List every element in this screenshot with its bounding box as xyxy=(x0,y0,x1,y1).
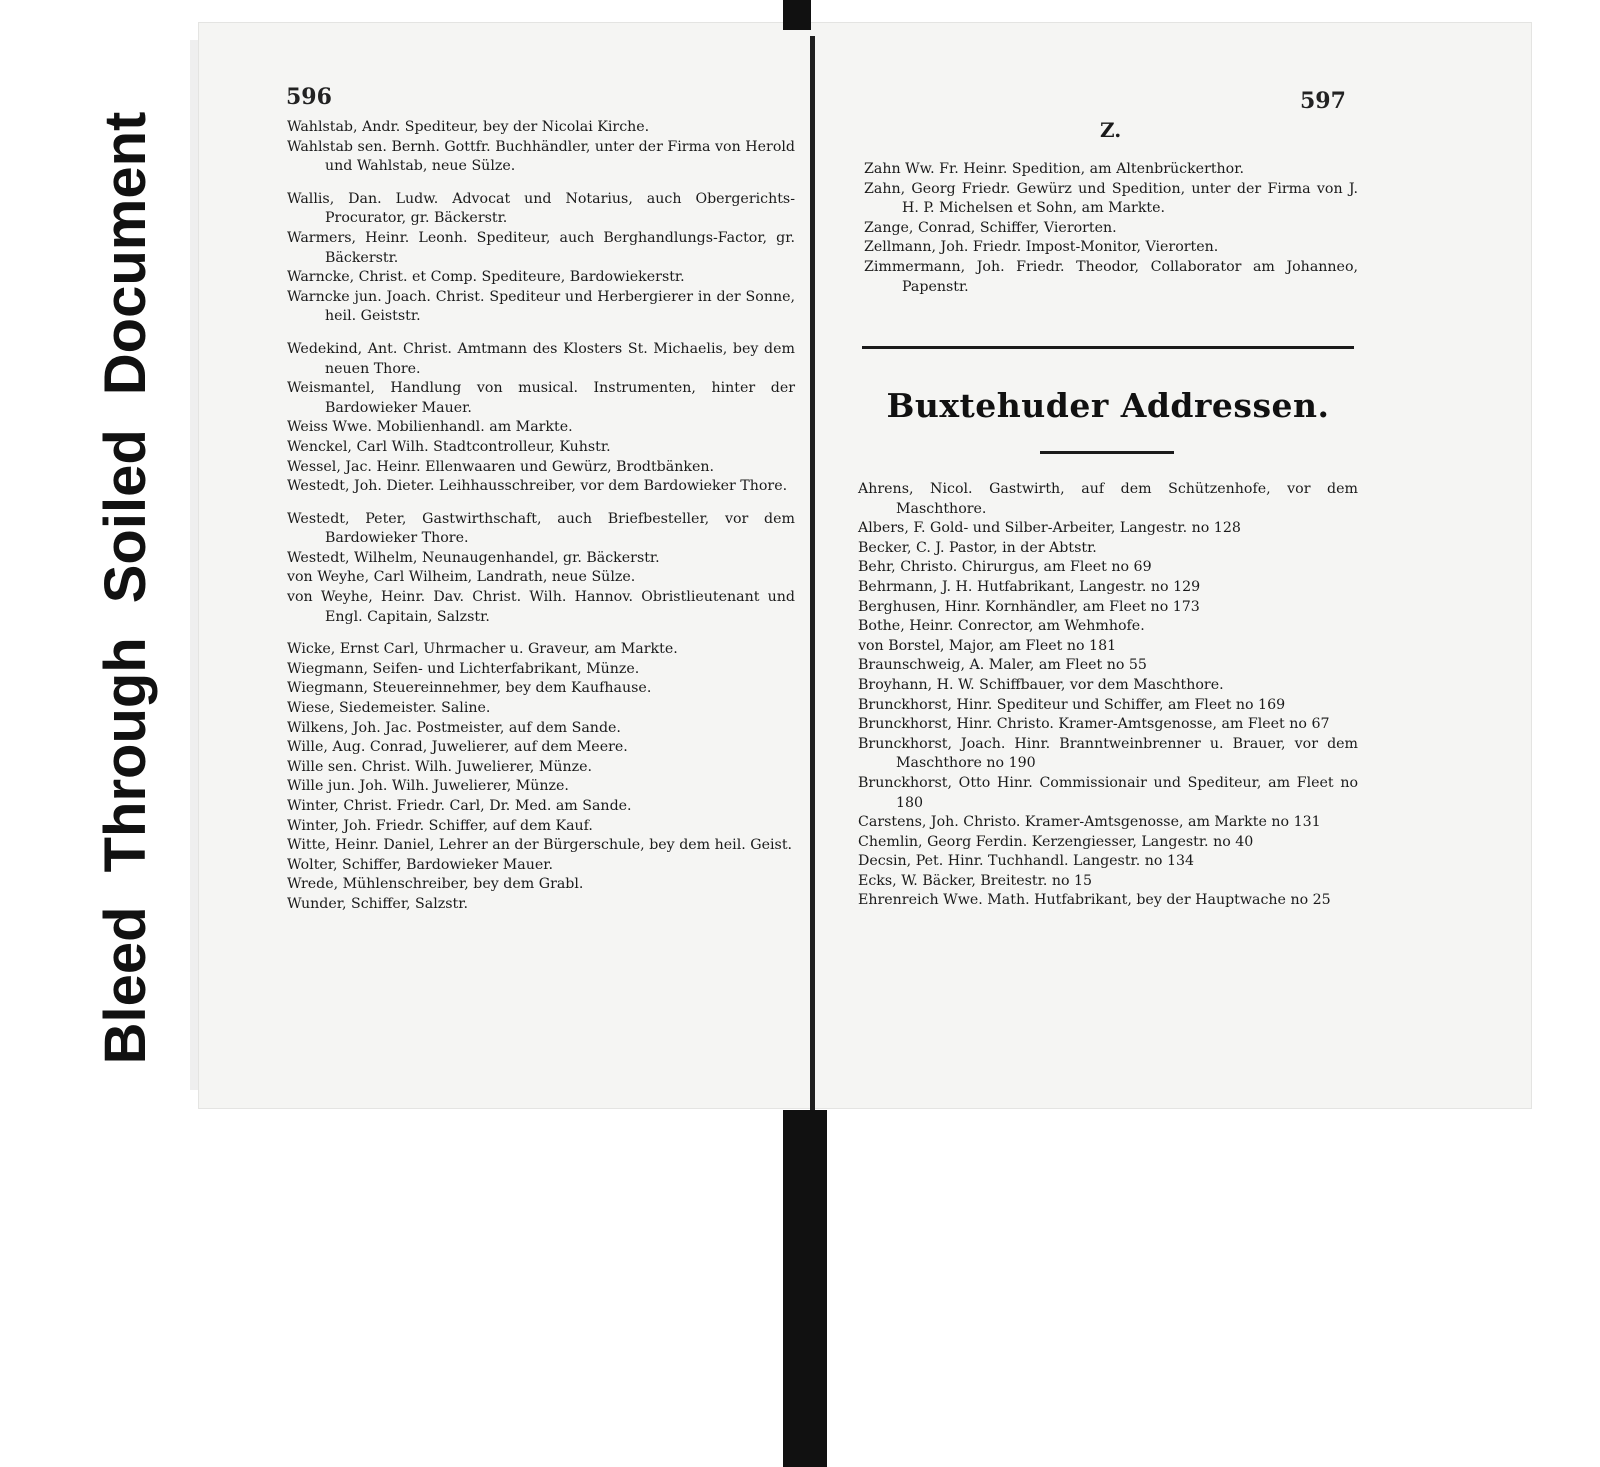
directory-entry: Zahn Ww. Fr. Heinr. Spedition, am Altenbrückerthor. xyxy=(864,161,1244,177)
directory-entry: Wiegmann, Seifen- und Lichterfabrikant, Münze. xyxy=(287,660,640,677)
directory-entry: Weiss Wwe. Mobilienhandl. am Markte. xyxy=(287,419,573,436)
directory-entry: Behrmann, J. H. Hutfabrikant, Langestr. no 129 xyxy=(858,578,1201,595)
directory-entry: Weismantel, Handlung von musical. Instrumenten, hinter der Bardowieker Mauer. xyxy=(287,380,795,416)
binding-strip-top xyxy=(783,0,811,30)
directory-entry: von Weyhe, Carl Wilheim, Landrath, neue Sülze. xyxy=(287,569,636,586)
directory-entry: Braunschweig, A. Maler, am Fleet no 55 xyxy=(858,657,1147,674)
directory-entry: Broyhann, H. W. Schiffbauer, vor dem Maschthore. xyxy=(858,676,1224,693)
directory-entry: Brunckhorst, Joach. Hinr. Branntweinbrenner u. Brauer, vor dem Maschthore no 190 xyxy=(858,735,1358,772)
directory-entry: Bothe, Heinr. Conrector, am Wehmhofe. xyxy=(858,618,1145,635)
directory-entry: Wilkens, Joh. Jac. Postmeister, auf dem Sande. xyxy=(287,719,621,736)
left-page-entries xyxy=(287,118,795,915)
directory-entry: Wahlstab sen. Bernh. Gottfr. Buchhändler, unter der Firma von Herold und Wahlstab, neue Sülze. xyxy=(287,138,795,175)
directory-entry: Wiese, Siedemeister. Saline. xyxy=(287,700,491,717)
directory-entry: Carstens, Joh. Christo. Kramer-Amtsgenosse, am Markte no 131 xyxy=(858,814,1321,831)
directory-entry: Westedt, Wilhelm, Neunaugenhandel, gr. Bäckerstr. xyxy=(287,549,660,566)
directory-entry: Ahrens, Nicol. Gastwirth, auf dem Schützenhofe, vor dem Maschthore. xyxy=(858,481,1358,517)
directory-entry: Wiegmann, Steuereinnehmer, bey dem Kaufhause. xyxy=(287,680,652,697)
directory-entry: Wrede, Mühlenschreiber, bey dem Grabl. xyxy=(287,876,584,893)
side-label-word: Through xyxy=(92,637,158,873)
directory-entry: Wille sen. Christ. Wilh. Juwelierer, Münze. xyxy=(287,758,593,775)
directory-entry: von Borstel, Major, am Fleet no 181 xyxy=(858,637,1117,654)
heading-underline xyxy=(1040,451,1174,454)
directory-entry: Zimmermann, Joh. Friedr. Theodor, Collaborator am Johanneo, Papenstr. xyxy=(864,258,1358,295)
directory-entry: Wenckel, Carl Wilh. Stadtcontrolleur, Kuhstr. xyxy=(287,438,611,455)
side-label xyxy=(75,88,175,1088)
directory-entry: Albers, F. Gold- und Silber-Arbeiter, Langestr. no 128 xyxy=(858,520,1241,537)
directory-entry: Zange, Conrad, Schiffer, Vierorten. xyxy=(864,219,1117,236)
directory-entry: Zahn, Georg Friedr. Gewürz und Spedition, unter der Firma von J. H. P. Michelsen et Sohn, am Markte. xyxy=(864,180,1358,217)
side-label-strip xyxy=(60,40,198,1090)
binding-gutter xyxy=(810,36,815,1111)
binding-strip-bottom xyxy=(783,1110,827,1467)
directory-entry: von Weyhe, Heinr. Dav. Christ. Wilh. Hannov. Obristlieutenant und Engl. Capitain, Salzstr. xyxy=(287,589,795,625)
side-label-word: Soiled xyxy=(92,429,158,604)
directory-entry: Winter, Joh. Friedr. Schiffer, auf dem Kauf. xyxy=(287,817,593,834)
directory-entry: Warmers, Heinr. Leonh. Spediteur, auch Berghandlungs-Factor, gr. Bäckerstr. xyxy=(287,229,795,266)
directory-entry: Chemlin, Georg Ferdin. Kerzengiesser, Langestr. no 40 xyxy=(858,833,1254,850)
left-page-number: 596 xyxy=(286,84,332,110)
directory-entry: Behr, Christo. Chirurgus, am Fleet no 69 xyxy=(858,559,1152,576)
directory-entry: Warncke jun. Joach. Christ. Spediteur und Herbergierer in der Sonne, heil. Geiststr. xyxy=(287,288,795,325)
directory-entry: Wille, Aug. Conrad, Juwelierer, auf dem Meere. xyxy=(287,739,628,756)
directory-entry: Brunckhorst, Hinr. Spediteur und Schiffer, am Fleet no 169 xyxy=(858,696,1286,713)
directory-entry: Wolter, Schiffer, Bardowieker Mauer. xyxy=(287,856,553,873)
section-heading: Buxtehuder Addressen. xyxy=(886,386,1330,425)
directory-entry: Wille jun. Joh. Wilh. Juwelierer, Münze. xyxy=(287,778,569,795)
directory-entry: Brunckhorst, Hinr. Christo. Kramer-Amtsgenosse, am Fleet no 67 xyxy=(858,716,1330,733)
directory-entry: Wessel, Jac. Heinr. Ellenwaaren und Gewürz, Brodtbänken. xyxy=(287,458,714,475)
side-label-word: Document xyxy=(92,111,158,396)
directory-entry: Westedt, Joh. Dieter. Leihhausschreiber, vor dem Bardowieker Thore. xyxy=(287,478,788,495)
directory-entry: Wedekind, Ant. Christ. Amtmann des Klosters St. Michaelis, bey dem neuen Thore. xyxy=(287,340,795,377)
side-label-word: Bleed xyxy=(92,906,158,1065)
directory-entry: Ehrenreich Wwe. Math. Hutfabrikant, bey der Hauptwache no 25 xyxy=(858,892,1331,909)
directory-entry: Berghusen, Hinr. Kornhändler, am Fleet no 173 xyxy=(858,598,1200,615)
directory-entry: Brunckhorst, Otto Hinr. Commissionair und Spediteur, am Fleet no 180 xyxy=(858,774,1358,811)
directory-entry: Becker, C. J. Pastor, in der Abtstr. xyxy=(858,539,1097,556)
directory-entry: Ecks, W. Bäcker, Breitestr. no 15 xyxy=(858,872,1093,889)
directory-entry: Warncke, Christ. et Comp. Spediteure, Bardowiekerstr. xyxy=(287,269,685,286)
directory-entry: Wunder, Schiffer, Salzstr. xyxy=(287,895,468,912)
section-divider xyxy=(862,346,1354,349)
directory-entry: Westedt, Peter, Gastwirthschaft, auch Briefbesteller, vor dem Bardowieker Thore. xyxy=(287,510,795,547)
directory-entry: Decsin, Pet. Hinr. Tuchhandl. Langestr. no 134 xyxy=(858,853,1195,870)
directory-entry: Zellmann, Joh. Friedr. Impost-Monitor, Vierorten. xyxy=(864,239,1219,256)
directory-entry: Witte, Heinr. Daniel, Lehrer an der Bürgerschule, bey dem heil. Geist. xyxy=(287,837,793,854)
z-entries xyxy=(864,160,1358,297)
right-page-number: 597 xyxy=(1300,88,1346,114)
directory-entry: Winter, Christ. Friedr. Carl, Dr. Med. am Sande. xyxy=(287,798,632,814)
buxtehude-entries xyxy=(858,480,1358,911)
section-letter: Z. xyxy=(1100,118,1122,142)
directory-entry: Wicke, Ernst Carl, Uhrmacher u. Graveur, am Markte. xyxy=(287,641,678,658)
directory-entry: Wallis, Dan. Ludw. Advocat und Notarius, auch Obergerichts-Procurator, gr. Bäckerstr. xyxy=(287,190,795,227)
directory-entry: Wahlstab, Andr. Spediteur, bey der Nicolai Kirche. xyxy=(287,119,650,135)
